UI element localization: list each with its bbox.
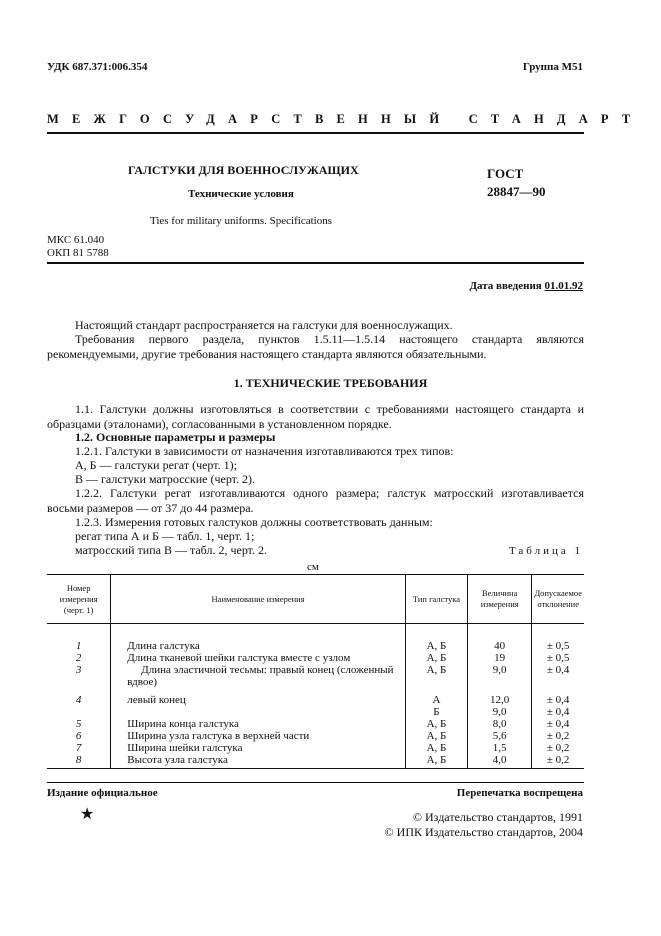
- table-unit: см: [307, 561, 319, 573]
- row-name: Высота узла галстука: [111, 754, 406, 769]
- table-row: [47, 718, 584, 730]
- row-number: 5: [75, 718, 82, 730]
- mks-code: МКС 61.040: [47, 234, 105, 246]
- copyright-2004: © ИПК Издательство стандартов, 2004: [384, 825, 583, 839]
- clause-1-2-2: 1.2.2. Галстуки регат изготавливаются одного размера; галстук матросский изготавливается восьми размеров — от 37 до 44 размера.: [47, 486, 584, 515]
- row-tolerance: ± 0,2: [532, 730, 584, 742]
- row-tolerance: ± 0,2: [532, 742, 584, 754]
- row-tolerance-a: ± 0,4: [546, 694, 570, 706]
- row-name: Ширина шейки галстука: [111, 742, 406, 754]
- table-row: [47, 730, 584, 742]
- row-tolerance: ± 0,5: [532, 652, 584, 664]
- row-value-b: 9,0: [492, 706, 507, 718]
- intro-date: [469, 280, 583, 292]
- reprint-prohibited: Перепечатка воспрещена: [456, 787, 583, 799]
- gost-number: 28847—90: [487, 184, 546, 199]
- row-name: Ширина узла галстука в верхней части: [111, 730, 406, 742]
- row-type-b: Б: [433, 706, 440, 718]
- header-name: Наименование измерения: [111, 575, 406, 624]
- row-type: А, Б: [405, 718, 467, 730]
- clause-1-2: 1.2. Основные параметры и размеры: [75, 430, 276, 444]
- top-rule: [47, 132, 584, 134]
- row-value: [468, 688, 532, 718]
- okp-code: ОКП 81 5788: [47, 247, 109, 259]
- star-icon: ★: [80, 804, 95, 823]
- row-name: Длина галстука: [111, 640, 406, 652]
- footer-rule: [47, 782, 584, 783]
- row-tolerance: ± 0,4: [532, 718, 584, 730]
- udk-code: УДК 687.371:006.354: [47, 61, 148, 73]
- row-value: 1,5: [468, 742, 532, 754]
- row-number: 2: [75, 652, 82, 664]
- row-type: А, Б: [405, 742, 467, 754]
- reference-table-2: матросский типа В — табл. 2, черт. 2.: [75, 543, 268, 557]
- intro-paragraph-1: Настоящий стандарт распространяется на галстуки для военнослужащих.: [75, 318, 453, 332]
- row-number: 1: [75, 640, 82, 652]
- row-tolerance: ± 0,4: [532, 664, 584, 688]
- table-spacer-row: [47, 624, 584, 641]
- header-number: Номер измерения (черт. 1): [47, 575, 111, 624]
- row-number: 4: [75, 694, 82, 706]
- table-caption: Таблица 1: [508, 545, 583, 557]
- row-type: А, Б: [405, 652, 467, 664]
- clause-1-2-1: 1.2.1. Галстуки в зависимости от назначения изготавливаются трех типов:: [75, 444, 454, 458]
- row-value: 5,6: [468, 730, 532, 742]
- row-name: левый конец: [111, 688, 406, 718]
- header-type: Тип галстука: [405, 575, 467, 624]
- official-edition: Издание официальное: [47, 787, 158, 799]
- row-value: 8,0: [468, 718, 532, 730]
- classification-codes: [47, 234, 109, 260]
- title-rule: [47, 262, 584, 264]
- row-type: А, Б: [405, 664, 467, 688]
- row-name: Длина тканевой шейки галстука вместе с узлом: [111, 652, 406, 664]
- row-number: 8: [47, 754, 111, 769]
- row-value: 40: [468, 640, 532, 652]
- document-subtitle: Технические условия: [188, 188, 294, 200]
- type-ab-line: А, Б — галстуки регат (черт. 1);: [75, 458, 237, 472]
- row-tolerance: ± 0,2: [532, 754, 584, 769]
- header-value: Величина измерения: [468, 575, 532, 624]
- group-code: Группа М51: [522, 61, 583, 73]
- row-tolerance-b: ± 0,4: [546, 706, 570, 718]
- table-row: [47, 652, 584, 664]
- row-type: [405, 688, 467, 718]
- table-row: [47, 664, 584, 688]
- clause-1-2-3: 1.2.3. Измерения готовых галстуков должны соответствовать данным:: [75, 515, 433, 529]
- section-heading: 1. ТЕХНИЧЕСКИЕ ТРЕБОВАНИЯ: [233, 376, 428, 390]
- intro-paragraph-2: Требования первого раздела, пунктов 1.5.11—1.5.14 настоящего стандарта являются рекомендуемыми, другие требования настоящего стандарта являются обязательными.: [47, 332, 584, 361]
- row-type: А, Б: [405, 730, 467, 742]
- row-value-a: 12,0: [490, 694, 510, 706]
- row-tolerance: [532, 688, 584, 718]
- row-value: 9,0: [468, 664, 532, 688]
- intro-date-label: Дата введения: [469, 280, 542, 292]
- row-type-a: А: [432, 694, 441, 706]
- row-number: 6: [75, 730, 82, 742]
- gost-label: ГОСТ: [487, 166, 524, 181]
- row-value: 19: [468, 652, 532, 664]
- standard-banner: МЕЖГОСУДАРСТВЕННЫЙ СТАНДАРТ: [47, 112, 644, 126]
- table-header-row: [47, 575, 584, 624]
- row-number: 3: [75, 664, 82, 676]
- copyright-1991: © Издательство стандартов, 1991: [412, 810, 583, 824]
- row-type: А, Б: [405, 754, 467, 769]
- table-row: [47, 688, 584, 718]
- row-name: Ширина конца галстука: [111, 718, 406, 730]
- header-tolerance: Допускаемое отклонение: [532, 575, 584, 624]
- table-row: [47, 742, 584, 754]
- row-number: 7: [75, 742, 82, 754]
- table-row: [47, 754, 584, 769]
- english-title: Ties for military uniforms. Specifications: [150, 215, 332, 227]
- clause-1-1: 1.1. Галстуки должны изготовляться в соответствии с требованиями настоящего стандарта и образцами (эталонами), согласованными в установленном порядке.: [47, 402, 584, 431]
- table-row: [47, 640, 584, 652]
- measurements-table: [47, 574, 584, 769]
- document-title: ГАЛСТУКИ ДЛЯ ВОЕННОСЛУЖАЩИХ: [128, 163, 359, 177]
- type-v-line: В — галстуки матросские (черт. 2).: [75, 472, 255, 486]
- row-name: Длина эластичной тесьмы: правый конец (сложенный вдвое): [111, 664, 406, 688]
- row-value: 4,0: [468, 754, 532, 769]
- reference-table-1: регат типа А и Б — табл. 1, черт. 1;: [75, 529, 255, 543]
- row-type: А, Б: [405, 640, 467, 652]
- intro-date-value: 01.01.92: [544, 280, 583, 292]
- row-tolerance: ± 0,5: [532, 640, 584, 652]
